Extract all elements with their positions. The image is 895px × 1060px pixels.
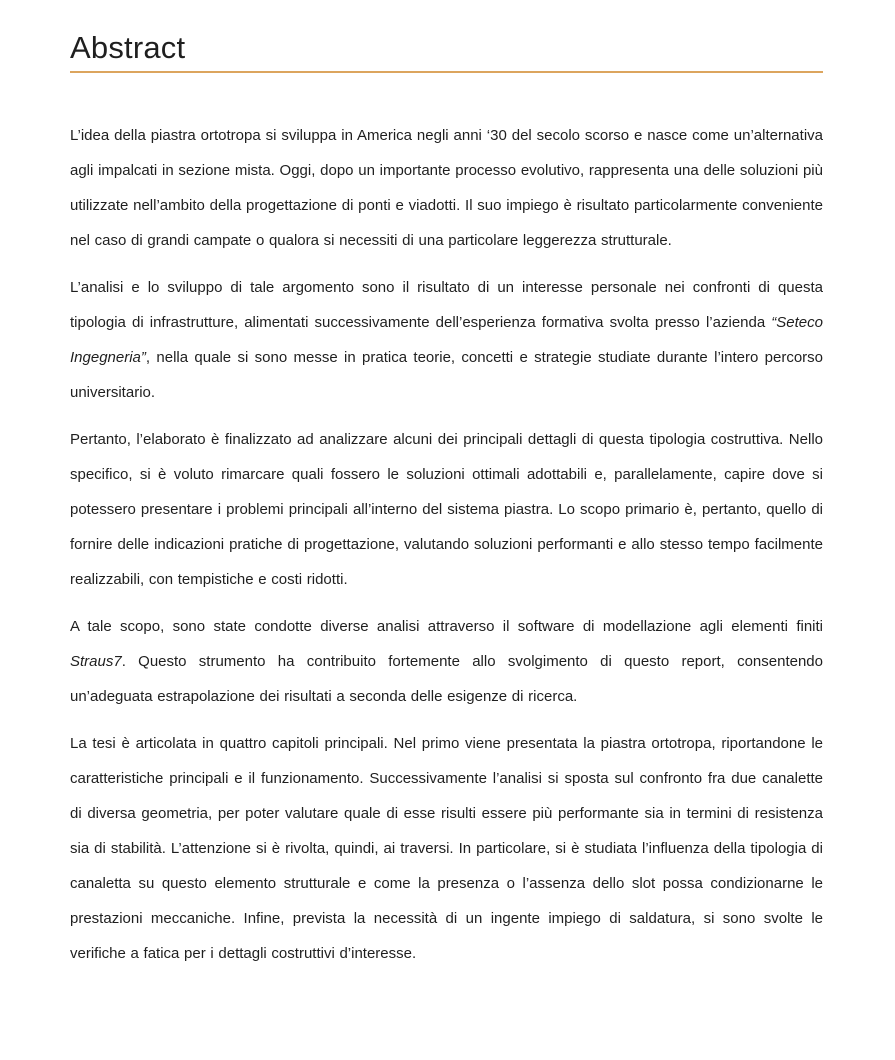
- text-run: L’idea della piastra ortotropa si sviluppa in America negli anni ‘30 del secolo scorso e nasce come un’alternativa agli impalcati in sezione mista. Oggi, dopo un importante processo evolutivo, rappresenta una delle soluzioni più utilizzate nell’ambito della progettazione di ponti e viadotti. Il suo impiego è risultato particolarmente conveniente nel caso di grandi campate o qualora si necessiti di una particolare leggerezza strutturale.: [70, 127, 823, 249]
- abstract-section: [70, 30, 823, 971]
- italic-text-run: “Seteco Ingegneria”: [70, 314, 823, 366]
- italic-text-run: Straus7: [70, 653, 122, 670]
- text-run: Pertanto, l’elaborato è finalizzato ad analizzare alcuni dei principali dettagli di questa tipologia costruttiva. Nello specifico, si è voluto rimarcare quali fossero le soluzioni ottimali adottabili e, parallelamente, capire dove si potessero presentare i problemi principali all’interno del sistema piastra. Lo scopo primario è, pertanto, quello di fornire delle indicazioni pratiche di progettazione, valutando soluzioni performanti e allo stesso tempo facilmente realizzabili, con tempistiche e costi ridotti.: [70, 431, 823, 588]
- text-run: . Questo strumento ha contribuito fortemente allo svolgimento di questo report, consentendo un’adeguata estrapolazione dei risultati a seconda delle esigenze di ricerca.: [70, 653, 823, 705]
- paragraph: [70, 270, 823, 410]
- section-heading: Abstract: [70, 30, 186, 65]
- abstract-paragraphs: [70, 118, 823, 971]
- paragraph: [70, 422, 823, 597]
- text-run: La tesi è articolata in quattro capitoli principali. Nel primo viene presentata la piastra ortotropa, riportandone le caratteristiche principali e il funzionamento. Successivamente l’analisi si sposta sul confronto fra due canalette di diversa geometria, per poter valutare quale di esse risulti essere più performante sia in termini di resistenza sia di stabilità. L’attenzione si è rivolta, quindi, ai traversi. In particolare, si è studiata l’influenza della tipologia di canaletta su questo elemento strutturale e come la presenza o l’assenza dello slot possa condizionarne le prestazioni meccaniche. Infine, prevista la necessità di un ingente impiego di saldatura, si sono svolte le verifiche a fatica per i dettagli costruttivi d’interesse.: [70, 735, 823, 962]
- paragraph: [70, 118, 823, 258]
- text-run: , nella quale si sono messe in pratica teorie, concetti e strategie studiate durante l’intero percorso universitario.: [70, 349, 823, 401]
- text-run: L’analisi e lo sviluppo di tale argomento sono il risultato di un interesse personale nei confronti di questa tipologia di infrastrutture, alimentati successivamente dell’esperienza formativa svolta presso l’azienda: [70, 279, 823, 331]
- paragraph: [70, 726, 823, 971]
- text-run: A tale scopo, sono state condotte diverse analisi attraverso il software di modellazione agli elementi finiti: [70, 618, 823, 635]
- heading-rule: [70, 71, 823, 73]
- paragraph: [70, 609, 823, 714]
